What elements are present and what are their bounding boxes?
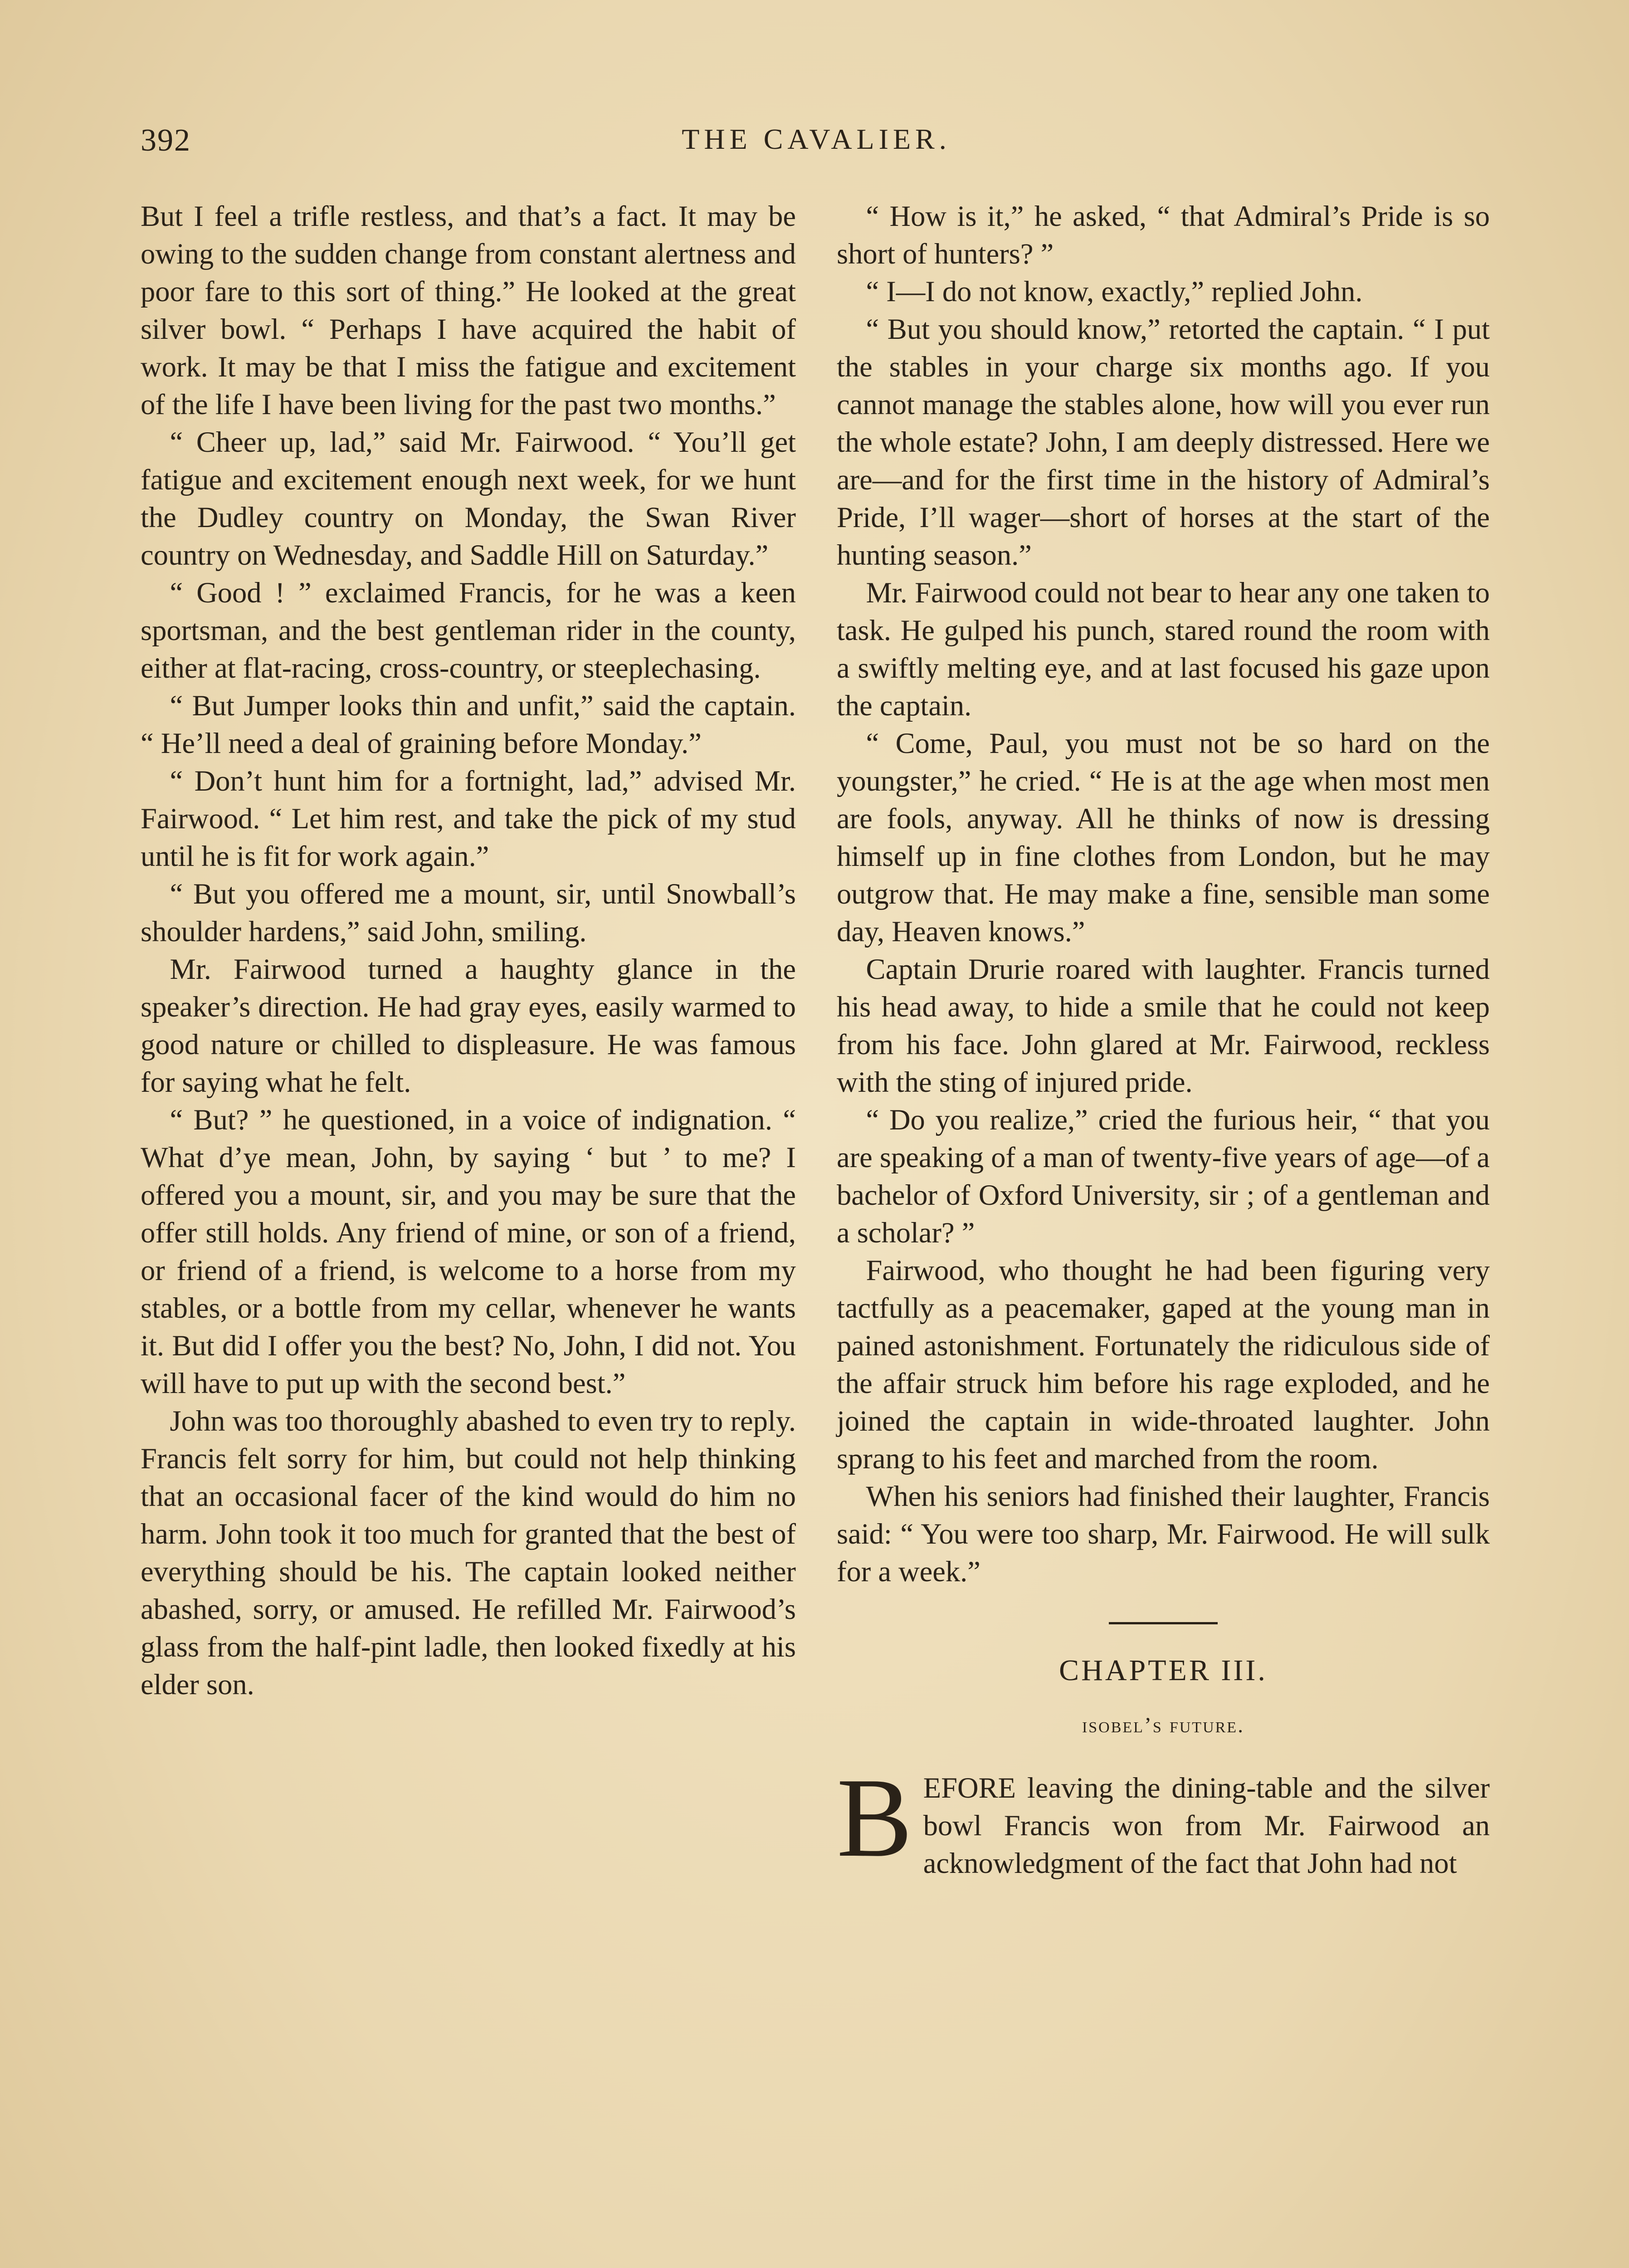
paragraph: John was too thoroughly abashed to even try to reply. Francis felt sorry for him, but could not help thinking that an occasional facer of the kind would do him no harm. John took it too much for granted that the best of everything should be his. The captain looked neither abashed, sorry, or amused. He refilled Mr. Fairwood’s glass from the half-pint ladle, then looked fixedly at his elder son. [141,1405,796,1701]
section-divider [1109,1622,1218,1624]
drop-cap: B [837,1755,912,1881]
page-header [141,122,1492,177]
paragraph: “ Do you realize,” cried the furious heir, “ that you are speaking of a man of twenty-five years of age—of a bachelor of Oxford University, sir ; of a gentleman and a scholar? ” [837,1104,1490,1249]
chapter-subtitle: isobel’s future. [1082,1713,1245,1737]
chapter-title: CHAPTER III. [1059,1654,1268,1687]
paragraph: Mr. Fairwood turned a haughty glance in the speaker’s direction. He had gray eyes, easily warmed to good nature or chilled to displeasure. He was famous for saying what he felt. [141,953,796,1098]
page-number: 392 [141,123,191,158]
paragraph: “ Cheer up, lad,” said Mr. Fairwood. “ You’ll get fatigue and excitement enough next week, for we hunt the Dudley country on Monday, the Swan River country on Wednesday, and Saddle Hill on Saturday.” [141,426,796,571]
paragraph: “ Come, Paul, you must not be so hard on the youngster,” he cried. “ He is at the age when most men are fools, anyway. All he thinks of now is dressing himself up in fine clothes from London, but he may outgrow that. He may make a fine, sensible man some day, Heaven knows.” [837,727,1490,948]
paragraph: Captain Drurie roared with laughter. Francis turned his head away, to hide a smile that he could not keep from his face. John glared at Mr. Fairwood, reckless with the sting of injured pride. [837,953,1490,1098]
paragraph: “ But? ” he questioned, in a voice of indignation. “ What d’ye mean, John, by saying ‘ but ’ to me? I offered you a mount, sir, and you may be sure that the offer still holds. Any friend of mine, or son of a friend, or friend of a friend, is welcome to a horse from my stables, or a bottle from my cellar, whenever he wants it. But did I offer you the best? No, John, I did not. You will have to put up with the second best.” [141,1104,796,1399]
chapter-opening-text: EFORE leaving the dining-table and the silver bowl Francis won from Mr. Fairwood an acknowledgment of the fact that John had not [923,1772,1490,1879]
paragraph: When his seniors had finished their laughter, Francis said: “ You were too sharp, Mr. Fairwood. He will sulk for a week.” [837,1480,1490,1588]
paragraph: “ Good ! ” exclaimed Francis, for he was a keen sportsman, and the best gentleman rider in the county, either at flat-racing, cross-country, or steeplechasing. [141,577,796,684]
running-title: THE CAVALIER. [682,123,951,155]
paragraph: Fairwood, who thought he had been figuring very tactfully as a peacemaker, gaped at the young man in pained astonishment. Fortunately the ridiculous side of the affair struck him before his rage exploded, and he joined the captain in wide-throated laughter. John sprang to his feet and marched from the room. [837,1254,1490,1475]
paragraph: “ Don’t hunt him for a fortnight, lad,” advised Mr. Fairwood. “ Let him rest, and take the pick of my stud until he is fit for work again.” [141,765,796,872]
left-column [141,197,796,1703]
paragraph: Mr. Fairwood could not bear to hear any one taken to task. He gulped his punch, stared round the room with a swiftly melting eye, and at last focused his gaze upon the captain. [837,577,1490,722]
right-column [837,197,1490,1882]
paragraph: “ But Jumper looks thin and unfit,” said the captain. “ He’ll need a deal of graining before Monday.” [141,689,796,759]
paragraph: “ But you offered me a mount, sir, until Snowball’s shoulder hardens,” said John, smiling. [141,878,796,948]
paragraph: “ I—I do not know, exactly,” replied John. [866,275,1363,308]
chapter-opening-paragraph [837,1755,1490,1882]
paragraph: “ But you should know,” retorted the captain. “ I put the stables in your charge six months ago. If you cannot manage the stables alone, how will you ever run the whole estate? John, I am deeply distressed. Here we are—and for the first time in the history of Admiral’s Pride, I’ll wager—short of horses at the start of the hunting season.” [837,313,1490,571]
paragraph: But I feel a trifle restless, and that’s a fact. It may be owing to the sudden change from constant alertness and poor fare to this sort of thing.” He looked at the great silver bowl. “ Perhaps I have acquired the habit of work. It may be that I miss the fatigue and excitement of the life I have been living for the past two months.” [141,200,796,420]
paragraph: “ How is it,” he asked, “ that Admiral’s Pride is so short of hunters? ” [837,200,1490,270]
